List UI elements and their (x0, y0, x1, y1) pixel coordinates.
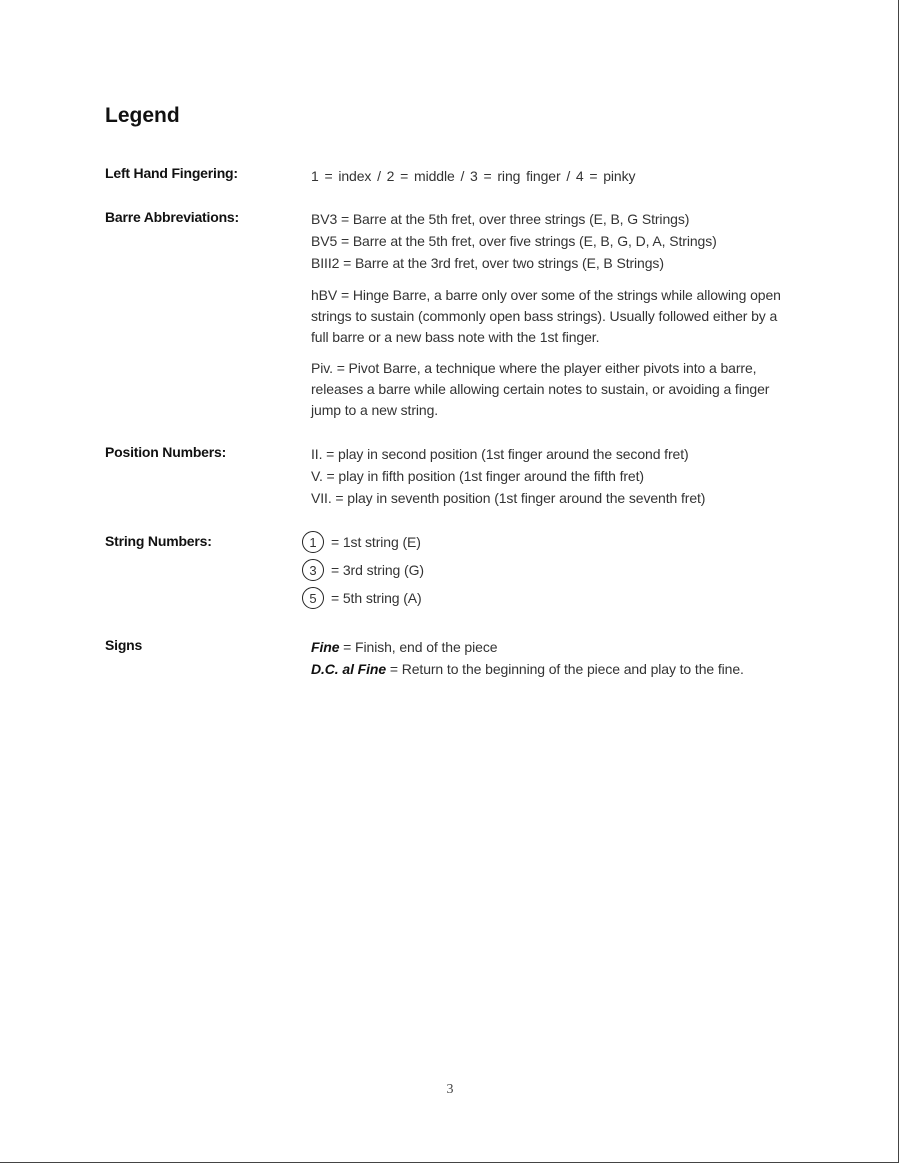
signs-content (311, 636, 744, 680)
string-number-row (302, 528, 424, 556)
circled-number-1-icon: 1 (302, 531, 324, 553)
page-title: Legend (105, 104, 180, 127)
barre-content (311, 208, 791, 421)
string-numbers-content (302, 528, 424, 612)
string-number-row (302, 556, 424, 584)
circled-number-5-icon: 5 (302, 587, 324, 609)
position-line: VII. = play in seventh position (1st finger around the seventh fret) (311, 490, 706, 506)
signs-label: Signs (105, 637, 143, 653)
position-line: V. = play in fifth position (1st finger around the fifth fret) (311, 468, 644, 484)
barre-line: BV5 = Barre at the 5th fret, over five strings (E, B, G, D, A, Strings) (311, 233, 717, 249)
position-line: II. = play in second position (1st finger around the second fret) (311, 446, 689, 462)
left-hand-text: 1 = index / 2 = middle / 3 = ring finger / 4 = pinky (311, 168, 636, 184)
barre-label: Barre Abbreviations: (105, 209, 239, 225)
string-number-row (302, 584, 424, 612)
left-hand-content (311, 165, 635, 187)
string-numbers-label: String Numbers: (105, 533, 212, 549)
sign-definition: = Return to the beginning of the piece and play to the fine. (386, 661, 744, 677)
string-number-text: = 5th string (A) (331, 590, 422, 606)
hinge-barre-text: hBV = Hinge Barre, a barre only over some of the strings while allowing open strings to sustain (commonly open bass strings). Usually followed either by a full barre or a new bass note with the 1st finger. (311, 287, 781, 345)
sign-term: Fine (311, 639, 340, 655)
circled-number-3-icon: 3 (302, 559, 324, 581)
sign-line (311, 636, 744, 658)
sign-definition: = Finish, end of the piece (339, 639, 498, 655)
barre-line: BIII2 = Barre at the 3rd fret, over two strings (E, B Strings) (311, 255, 664, 271)
position-content (311, 443, 705, 509)
string-number-text: = 1st string (E) (331, 534, 421, 550)
string-number-text: = 3rd string (G) (331, 562, 424, 578)
left-hand-label: Left Hand Fingering: (105, 165, 238, 181)
pivot-barre-text: Piv. = Pivot Barre, a technique where the player either pivots into a barre, releases a barre while allowing certain notes to sustain, or avoiding a finger jump to a new string. (311, 360, 770, 418)
page-number: 3 (446, 1082, 454, 1097)
sign-line (311, 658, 744, 680)
barre-line: BV3 = Barre at the 5th fret, over three strings (E, B, G Strings) (311, 211, 690, 227)
sign-term: D.C. al Fine (311, 661, 387, 677)
position-label: Position Numbers: (105, 444, 227, 460)
